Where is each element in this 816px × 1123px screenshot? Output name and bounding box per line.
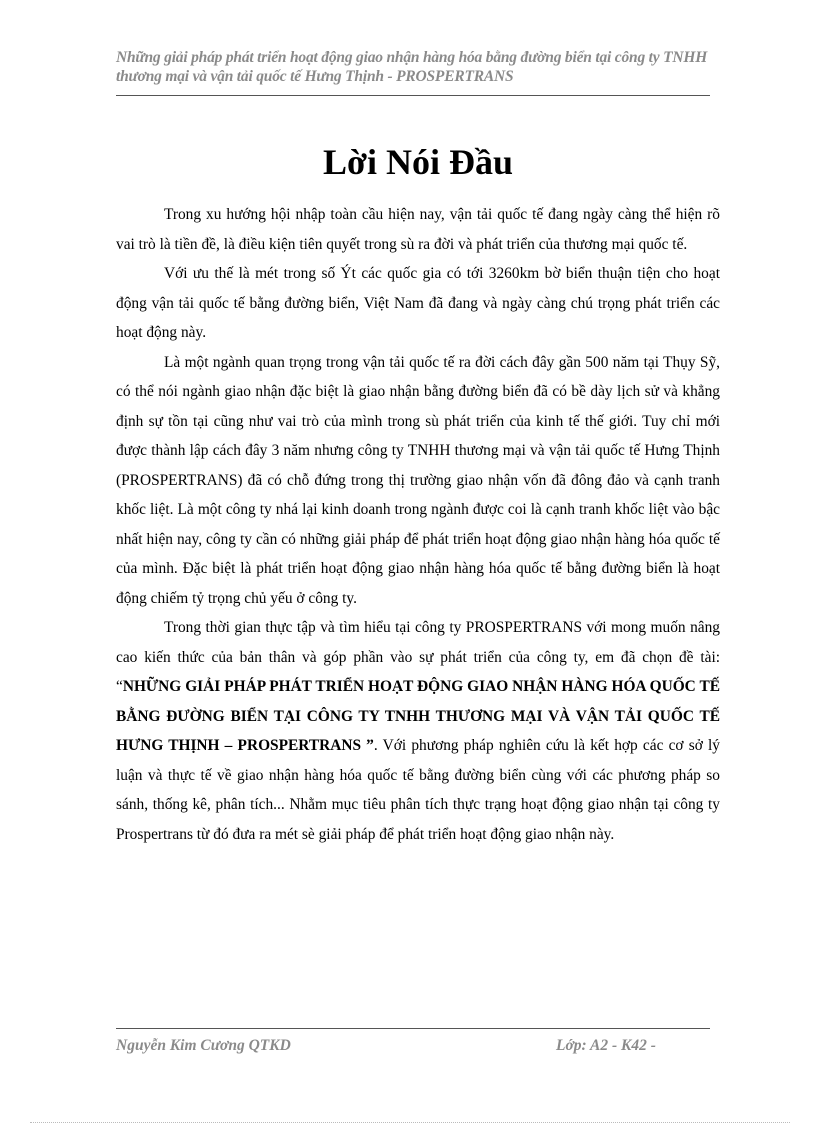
footer-author: Nguyễn Kim Cương QTKD	[116, 1037, 291, 1054]
footer-rule	[116, 1028, 710, 1029]
body-text	[116, 200, 720, 849]
footer-class: Lớp: A2 - K42 -	[556, 1037, 656, 1054]
paragraph-4	[116, 613, 720, 849]
page-title: Lời Nói Đầu	[323, 142, 513, 182]
paragraph-4-intro: Trong thời gian thực tập và tìm hiểu tại công ty PROSPERTRANS với mong muốn nâng cao kiến thức của bản thân và góp phần vào sự phát triển của công ty, em đã chọn đề tài: “	[116, 619, 720, 695]
thesis-topic: NHỮNG GIẢI PHÁP PHÁT TRIỂN HOẠT ĐỘNG GIAO NHẬN HÀNG HÓA QUỐC TẾ BẰNG ĐƯỜNG BIỂN TẠI CÔNG TY TNHH THƯƠNG MẠI VÀ VẬN TẢI QUỐC TẾ HƯNG THỊNH – PROSPERTRANS ”	[116, 678, 720, 754]
running-header: Những giải pháp phát triển hoạt động giao nhận hàng hóa bằng đường biển tại công ty TNHH thương mại và vận tải quốc tế Hưng Thịnh - PROSPERTRANS	[116, 49, 708, 85]
paragraph-2: Với ưu thế là mét trong số Ýt các quốc gia có tới 3260km bờ biển thuận tiện cho hoạt động vận tải quốc tế bằng đường biển, Việt Nam đã đang và ngày càng chú trọng phát triển các hoạt động này.	[116, 265, 720, 341]
paragraph-4-method: . Với phương pháp nghiên cứu là kết hợp các cơ sở lý luận và thực tế về giao nhận hàng hóa quốc tế bằng đường biển cùng với các phương pháp so sánh, thống kê, phân tích... Nhằm mục tiêu phân tích thực trạng hoạt động giao nhận tại công ty Prospertrans từ đó đưa ra mét sè giải pháp để phát triển hoạt động giao nhận này.	[116, 737, 720, 843]
paragraph-1: Trong xu hướng hội nhập toàn cầu hiện nay, vận tải quốc tế đang ngày càng thể hiện rõ vai trò là tiền đề, là điều kiện tiên quyết trong sù ra đời và phát triển của thương mại quốc tế.	[116, 206, 720, 253]
paragraph-3: Là một ngành quan trọng trong vận tải quốc tế ra đời cách đây gần 500 năm tại Thụy Sỹ, có thể nói ngành giao nhận đặc biệt là giao nhận bằng đường biển đã có bề dày lịch sử và khẳng định sự tồn tại cũng như vai trò của mình trong sù phát triển của kinh tế thế giới. Tuy chỉ mới được thành lập cách đây 3 năm nhưng công ty TNHH thương mại và vận tải quốc tế Hưng Thịnh (PROSPERTRANS) đã có chỗ đứng trong thị trường giao nhận vốn đã đông đảo và cạnh tranh khốc liệt. Là một công ty nhá lại kinh doanh trong ngành được coi là cạnh tranh khốc liệt vào bậc nhất hiện nay, công ty cần có những giải pháp để phát triển hoạt động giao nhận hàng hóa quốc tế của mình. Đặc biệt là phát triển hoạt động giao nhận hàng hóa quốc tế bằng đường biển là hoạt động chiếm tỷ trọng chủ yếu ở công ty.	[116, 353, 720, 607]
header-rule	[116, 95, 710, 96]
